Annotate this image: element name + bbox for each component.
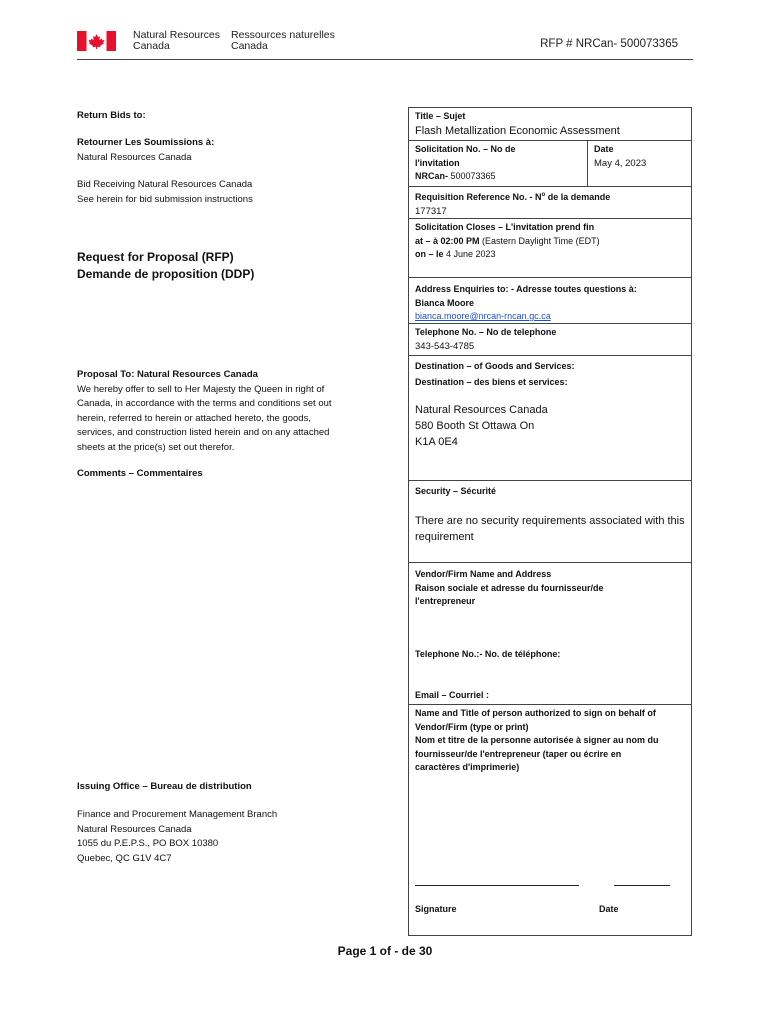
solicitation-prefix: NRCan- <box>415 171 448 181</box>
enquiries-name: Bianca Moore <box>415 297 475 308</box>
proposal-line-5: sheets at the price(s) set out therefor. <box>77 441 235 453</box>
vendor-label-3: l'entrepreneur <box>415 596 476 606</box>
auth-label-1: Name and Title of person authorized to sign on behalf of <box>415 708 656 718</box>
telephone-cell <box>408 323 692 355</box>
page-number: Page 1 of - de 30 <box>337 944 433 958</box>
solicitation-label-2: l'invitation <box>415 157 460 168</box>
destination-label-1: Destination – of Goods and Services: <box>415 361 575 371</box>
security-text: There are no security requirements associated with this requirement <box>415 514 685 543</box>
retourner-value: Natural Resources Canada <box>77 151 192 163</box>
closes-timezone: (Eastern Daylight Time (EDT) <box>479 235 600 246</box>
destination-line-2: 580 Booth St Ottawa On <box>415 420 535 432</box>
issuing-line-4: Quebec, QC G1V 4C7 <box>77 852 172 864</box>
title-label: Title – Sujet <box>415 111 466 121</box>
dept-name-en <box>133 30 220 52</box>
retourner-block <box>77 136 214 165</box>
auth-label-4: fournisseur/de l'entrepreneur (taper ou écrire en <box>415 748 622 759</box>
return-bids-label: Return Bids to: <box>77 110 146 121</box>
solicitation-cell <box>409 141 587 186</box>
enquiries-label: Address Enquiries to: - Adresse toutes questions à: <box>415 284 637 294</box>
telephone-value: 343-543-4785 <box>415 340 475 352</box>
signature-date-label: Date <box>599 904 619 914</box>
authorized-person-cell <box>408 704 692 936</box>
rfp-number: RFP # NRCan- 500073365 <box>540 38 678 50</box>
rfp-title-fr: Demande de proposition (DDP) <box>77 267 255 281</box>
issuing-office-label: Issuing Office – Bureau de distribution <box>77 781 252 792</box>
enquiries-cell <box>408 277 692 323</box>
proposal-line-3: herein, referred to herein or attached hereto, the goods, <box>77 412 311 424</box>
header-divider <box>77 59 693 60</box>
closes-date: 4 June 2023 <box>446 249 496 259</box>
destination-line-1: Natural Resources Canada <box>415 404 548 416</box>
date-label: Date <box>594 144 614 154</box>
security-label: Security – Sécurité <box>415 486 497 496</box>
closes-label: Solicitation Closes – L'invitation prend fin <box>415 222 595 232</box>
closes-time-line: at – à 02:00 PM (Eastern Daylight Time (EDT) <box>415 235 600 246</box>
solicitation-number: 500073365 <box>448 171 496 181</box>
requisition-label: Requisition Reference No. - $N^o$ de la demande <box>415 192 611 202</box>
dept-name-fr <box>231 30 335 52</box>
requisition-value: 177317 <box>415 205 447 217</box>
proposal-to-label: Proposal To: Natural Resources Canada <box>77 369 258 380</box>
solicitation-value <box>415 170 581 184</box>
bid-receiving-block <box>77 178 253 207</box>
solicitation-form <box>408 107 692 936</box>
issuing-office-address <box>77 808 277 866</box>
enquiries-email-link[interactable]: bianca.moore@nrcan-rncan.gc.ca <box>415 311 551 321</box>
proposal-line-4: services, and construction listed herein and on any attached <box>77 427 330 438</box>
title-value: Flash Metallization Economic Assessment <box>415 124 620 137</box>
auth-label-2: Vendor/Firm (type or print) <box>415 721 529 732</box>
solicitation-label-1: Solicitation No. – No de <box>415 144 516 154</box>
issuing-line-3: 1055 du P.E.P.S., PO BOX 10380 <box>77 838 219 849</box>
requisition-cell <box>408 186 692 218</box>
email-label: Email – Courriel : <box>415 690 490 700</box>
issuing-line-1: Finance and Procurement Management Branch <box>77 809 278 820</box>
signature-label: Signature <box>415 904 457 914</box>
auth-label-5: caractères d'imprimerie) <box>415 762 520 772</box>
destination-line-3: K1A 0E4 <box>415 436 458 448</box>
date-cell <box>587 141 691 186</box>
closes-time: 02:00 PM <box>440 235 480 246</box>
dept-en-line1: Natural Resources <box>133 29 220 41</box>
dept-en-line2: Canada <box>133 40 170 52</box>
telephone-label: Telephone No. – No de telephone <box>415 327 557 337</box>
dept-fr-line1: Ressources naturelles <box>231 29 335 41</box>
auth-label-3: Nom et titre de la personne autorisée à signer au nom du <box>415 735 659 745</box>
vendor-cell <box>408 562 692 704</box>
bid-receiving-text: Bid Receiving Natural Resources Canada <box>77 179 253 190</box>
issuing-line-2: Natural Resources Canada <box>77 823 192 835</box>
rfp-title-block <box>77 249 254 283</box>
date-line <box>614 885 670 886</box>
solicitation-row <box>408 140 692 186</box>
destination-cell <box>408 355 692 480</box>
vendor-phone-label: Telephone No.:- No. de téléphone: <box>415 649 561 659</box>
security-cell <box>408 480 692 562</box>
dept-fr-line2: Canada <box>231 40 268 52</box>
proposal-line-2: Canada, in accordance with the terms and conditions set out <box>77 398 332 409</box>
retourner-label: Retourner Les Soumissions à: <box>77 137 215 148</box>
proposal-line-1: We hereby offer to sell to Her Majesty the Queen in right of <box>77 383 325 395</box>
vendor-label-2: Raison sociale et adresse du fournisseur/de <box>415 582 604 593</box>
closes-cell <box>408 218 692 277</box>
canada-flag-icon <box>77 31 116 51</box>
closes-date-line: on – le 4 June 2023 <box>415 249 496 259</box>
title-cell <box>408 107 692 140</box>
destination-label-2: Destination – des biens et services: <box>415 377 568 387</box>
proposal-block <box>77 368 367 455</box>
signature-line <box>415 885 579 886</box>
see-herein-text: See herein for bid submission instructions <box>77 193 253 205</box>
vendor-label-1: Vendor/Firm Name and Address <box>415 569 552 579</box>
rfp-title-en: Request for Proposal (RFP) <box>77 250 234 264</box>
comments-label: Comments – Commentaires <box>77 468 203 479</box>
date-value: May 4, 2023 <box>594 157 647 169</box>
